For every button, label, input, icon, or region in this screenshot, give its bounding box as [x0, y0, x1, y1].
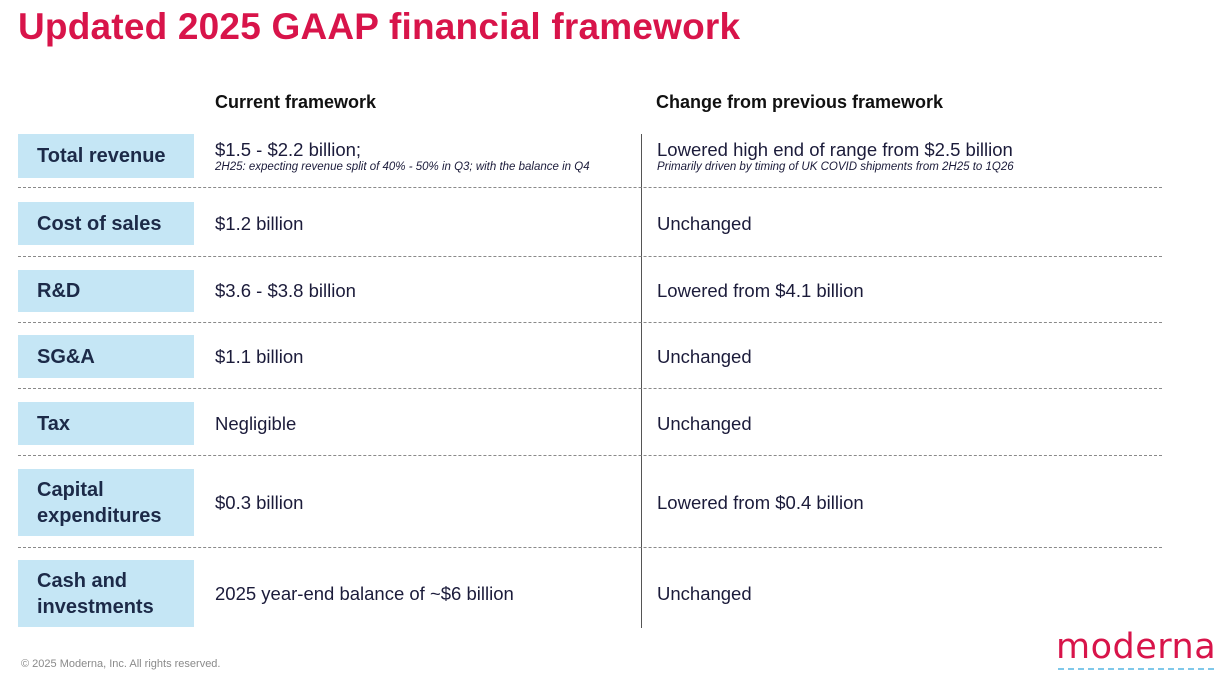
row-separator — [18, 322, 1162, 323]
row-label-total-revenue: Total revenue — [18, 134, 194, 178]
row-separator — [18, 455, 1162, 456]
table-row — [0, 202, 1221, 245]
current-cell — [215, 469, 635, 536]
current-cell — [215, 134, 635, 178]
change-cell — [657, 270, 1157, 312]
table-row — [0, 335, 1221, 378]
current-value: $0.3 billion — [215, 491, 304, 513]
current-cell — [215, 402, 635, 445]
table-row — [0, 560, 1221, 627]
current-cell — [215, 335, 635, 378]
change-note: Primarily driven by timing of UK COVID shipments from 2H25 to 1Q26 — [657, 160, 1014, 173]
table-row — [0, 270, 1221, 312]
current-value: Negligible — [215, 412, 297, 434]
current-value: $1.5 - $2.2 billion; — [215, 138, 362, 160]
current-value: $1.1 billion — [215, 345, 304, 367]
change-value: Unchanged — [657, 212, 752, 234]
change-header: Change from previous framework — [656, 92, 944, 112]
copyright-footer: © 2025 Moderna, Inc. All rights reserved. — [21, 658, 221, 670]
row-label-sga: SG&A — [18, 335, 194, 378]
table-row — [0, 134, 1221, 178]
change-cell — [657, 560, 1157, 627]
current-value: 2025 year-end balance of ~$6 billion — [215, 582, 514, 604]
current-cell — [215, 202, 635, 245]
change-cell — [657, 134, 1157, 178]
change-cell — [657, 202, 1157, 245]
current-cell — [215, 270, 635, 312]
row-label-tax: Tax — [18, 402, 194, 445]
row-label-cash-and-investments: Cash and investments — [18, 560, 194, 627]
change-cell — [657, 402, 1157, 445]
row-separator — [18, 256, 1162, 257]
current-framework-header: Current framework — [215, 92, 377, 112]
row-label-cost-of-sales: Cost of sales — [18, 202, 194, 245]
change-value: Lowered high end of range from $2.5 billion — [657, 138, 1013, 160]
table-row — [0, 469, 1221, 536]
row-separator — [18, 388, 1162, 389]
moderna-logo: moderna — [1056, 627, 1217, 667]
row-label-capital-expenditures: Capital expenditures — [18, 469, 194, 536]
change-cell — [657, 469, 1157, 536]
table-row — [0, 402, 1221, 445]
current-cell — [215, 560, 635, 627]
row-label-rnd: R&D — [18, 270, 194, 312]
logo-underline — [1058, 668, 1214, 670]
change-value: Unchanged — [657, 582, 752, 604]
change-cell — [657, 335, 1157, 378]
change-value: Unchanged — [657, 412, 752, 434]
row-separator — [18, 547, 1162, 548]
change-value: Unchanged — [657, 345, 752, 367]
change-value: Lowered from $4.1 billion — [657, 280, 864, 301]
row-separator — [18, 187, 1162, 188]
current-value: $3.6 - $3.8 billion — [215, 280, 356, 301]
change-value: Lowered from $0.4 billion — [657, 491, 864, 513]
page-title: Updated 2025 GAAP financial framework — [18, 6, 741, 47]
current-value: $1.2 billion — [215, 212, 304, 234]
current-note: 2H25: expecting revenue split of 40% - 50% in Q3; with the balance in Q4 — [215, 160, 590, 173]
